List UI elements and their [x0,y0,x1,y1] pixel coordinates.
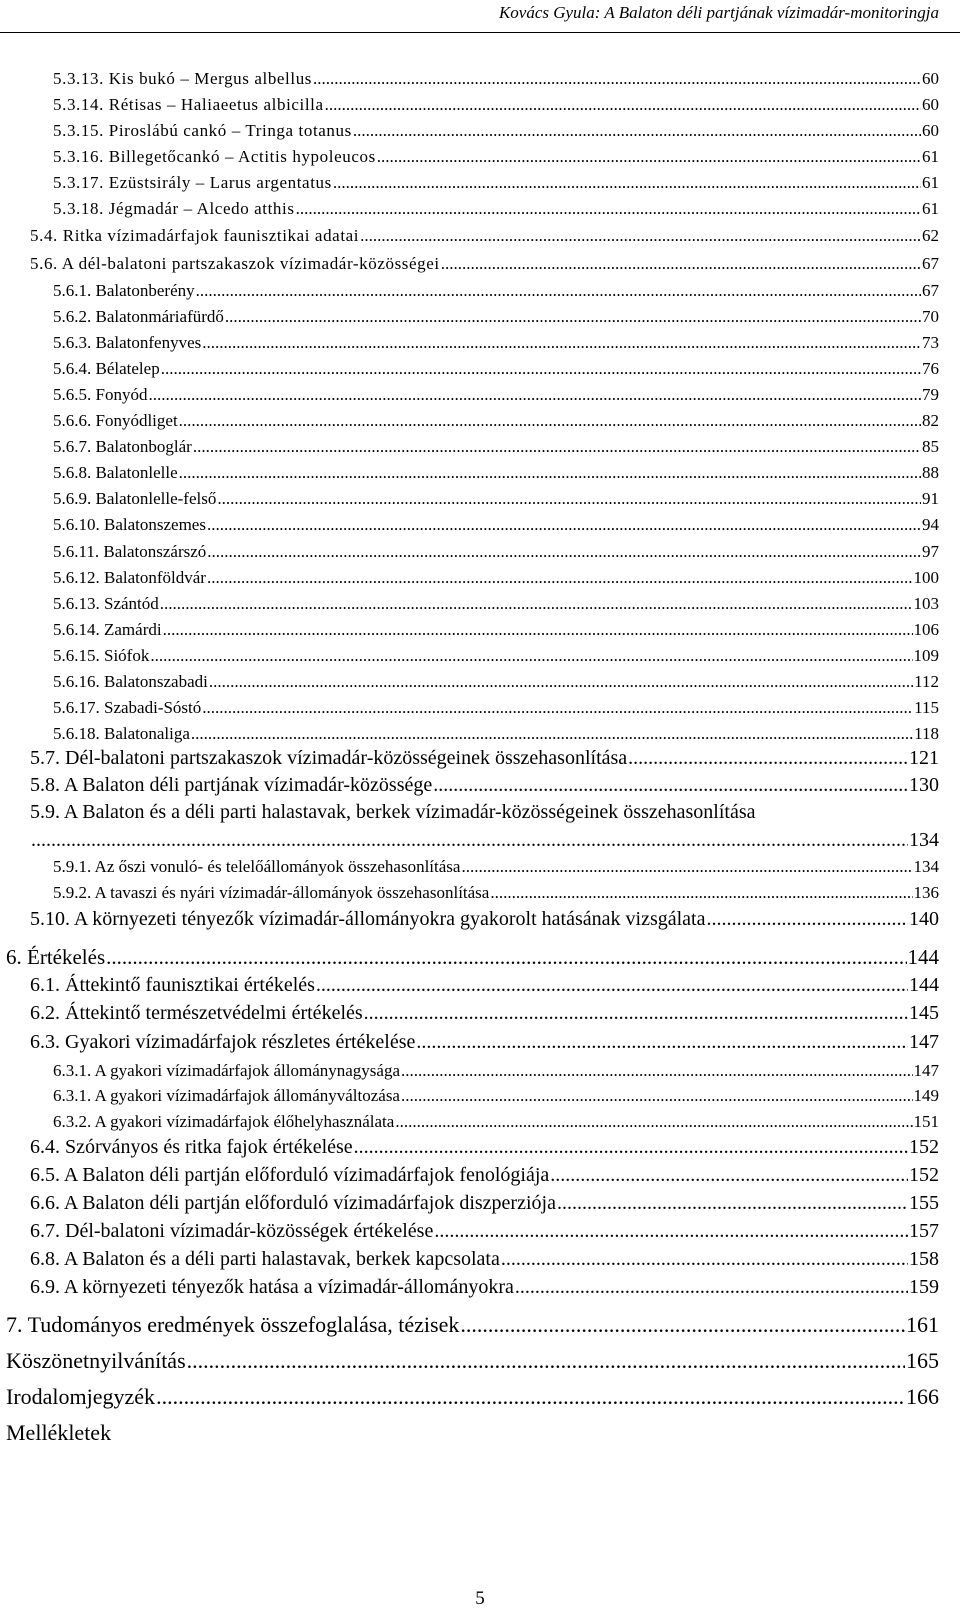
toc-dot-leader [148,385,921,405]
toc-entry-page: 103 [913,594,939,613]
toc-dot-leader [557,1192,908,1215]
toc-entry-page: 70 [922,307,939,326]
toc-entry-title: 5.6.7. Balatonboglár [53,437,192,456]
toc-entry-title: 6.8. A Balaton és a déli parti halastavak, berkek kapcsolata [30,1248,500,1270]
toc-entry[interactable] [53,568,939,588]
toc-entry[interactable] [30,254,939,274]
toc-entry[interactable] [53,1112,939,1132]
toc-entry-page: 106 [913,620,939,639]
toc-entry[interactable] [53,1086,939,1106]
toc-entry[interactable] [30,226,939,246]
toc-dot-leader [187,1348,905,1373]
toc-entry-page: 62 [922,226,939,245]
toc-dot-leader [434,1220,908,1243]
toc-entry[interactable] [53,95,939,115]
toc-entry-page: 134 [913,857,939,876]
toc-entry-title: 5.9.2. A tavaszi és nyári vízimadár-állományok összehasonlítása [53,883,490,902]
toc-entry-title: 5.6.1. Balatonberény [53,281,195,300]
toc-entry[interactable] [30,1031,939,1054]
toc-dot-leader [209,672,913,692]
toc-entry-page: 140 [909,908,939,930]
toc-entry-page: 118 [914,724,939,743]
toc-entry-page: 94 [922,515,939,534]
toc-entry[interactable] [53,333,939,353]
toc-entry[interactable] [53,594,939,614]
toc-entry-page: 60 [922,69,939,88]
toc-entry[interactable] [6,1348,939,1373]
toc-entry-page: 79 [922,385,939,404]
toc-entry-title: 5.6. A dél-balatoni partszakaszok vízimadár-közösségei [30,254,440,273]
toc-dot-leader [179,463,921,483]
toc-entry[interactable]: Mellékletek [6,1420,112,1445]
toc-dot-leader [316,974,908,997]
toc-entry-title: 6.2. Áttekintő természetvédelmi értékelés [30,1002,363,1024]
toc-dot-leader [364,1002,908,1025]
toc-entry[interactable]: 5.9. A Balaton és a déli parti halastavak, berkek vízimadár-közösségeinek összehasonlítása [30,801,756,823]
toc-entry[interactable] [30,1248,939,1271]
toc-entry-page: 144 [907,945,939,969]
toc-entry-title: 5.6.18. Balatonaliga [53,724,190,743]
toc-entry-title: 5.6.10. Balatonszemes [53,515,206,534]
toc-entry-title: 5.10. A környezeti tényezők vízimadár-állományokra gyakorolt hatásának vizsgálata [30,908,706,930]
toc-dot-leader [31,829,908,852]
toc-entry-title: 5.7. Dél-balatoni partszakaszok vízimadár-közösségeinek összehasonlítása [30,747,628,769]
toc-entry-title: 5.4. Ritka vízimadárfajok faunisztikai adatai [30,226,360,245]
toc-entry-title: 5.6.11. Balatonszárszó [53,542,207,561]
toc-entry-title: 6. Értékelés [6,945,106,969]
running-header: Kovács Gyula: A Balaton déli partjának vízimadár-monitoringja [498,3,939,22]
toc-dot-leader [106,945,906,969]
toc-entry-title: 6.3.2. A gyakori vízimadárfajok élőhelyhasználata [53,1112,395,1131]
toc-dot-leader [207,515,921,535]
toc-entry-page: 67 [922,281,939,300]
toc-dot-leader [179,411,921,431]
toc-dot-leader [401,1061,913,1081]
toc-entry-title: 5.6.14. Zamárdi [53,620,162,639]
toc-entry-page: 76 [922,359,939,378]
toc-entry-title: 5.6.5. Fonyód [53,385,148,404]
toc-entry-page: 61 [922,147,939,166]
toc-entry-page: 85 [922,437,939,456]
toc-dot-leader [191,724,913,744]
toc-entry[interactable] [30,829,939,852]
toc-entry-page: 166 [906,1384,939,1409]
toc-entry[interactable] [6,945,939,969]
toc-entry-title: 6.3.1. A gyakori vízimadárfajok állományváltozása [53,1086,400,1105]
toc-entry[interactable] [30,1002,939,1025]
toc-entry-page: 147 [909,1031,939,1053]
toc-entry[interactable] [30,908,939,931]
toc-entry[interactable] [53,724,939,744]
toc-entry-title: 5.3.14. Rétisas – Haliaeetus albicilla [53,95,324,114]
toc-entry[interactable] [53,69,939,89]
toc-entry[interactable] [53,620,939,640]
toc-dot-leader [461,857,912,877]
toc-dot-leader [163,620,913,640]
toc-entry-page: 73 [922,333,939,352]
toc-entry-title: 5.6.4. Bélatelep [53,359,160,378]
toc-dot-leader [207,568,913,588]
toc-dot-leader [706,908,908,931]
toc-dot-leader [150,646,912,666]
toc-entry-page: 152 [909,1136,939,1158]
toc-entry-title: 5.6.17. Szabadi-Sóstó [53,698,202,717]
toc-entry-page: 88 [922,463,939,482]
toc-entry[interactable] [53,199,939,219]
toc-entry[interactable] [53,515,939,535]
page-number: 5 [475,1588,485,1609]
toc-dot-leader [416,1031,908,1054]
toc-entry[interactable] [53,542,939,562]
toc-entry-title: 5.3.13. Kis bukó – Mergus albellus [53,69,313,88]
toc-entry-page: 82 [922,411,939,430]
toc-entry-title: 5.6.12. Balatonföldvár [53,568,206,587]
toc-dot-leader [161,359,921,379]
toc-entry-page: 67 [922,254,939,273]
toc-entry-page: 144 [909,974,939,996]
toc-entry[interactable] [53,857,939,877]
toc-dot-leader [515,1276,908,1299]
toc-entry-title: Irodalomjegyzék [6,1384,156,1409]
toc-dot-leader [360,226,921,246]
toc-entry[interactable] [30,747,939,770]
toc-entry[interactable] [53,147,939,167]
toc-entry-page: 112 [914,672,939,691]
toc-entry[interactable] [53,307,939,327]
toc-entry-page: 161 [906,1312,939,1337]
toc-dot-leader [217,489,921,509]
toc-dot-leader [207,542,921,562]
toc-entry[interactable] [53,883,939,903]
toc-entry[interactable] [30,1136,939,1159]
toc-entry-title: 6.4. Szórványos és ritka fajok értékelése [30,1136,353,1158]
toc-entry[interactable] [53,437,939,457]
toc-entry[interactable] [53,281,939,301]
toc-dot-leader [490,883,912,903]
toc-entry[interactable] [53,672,939,692]
toc-dot-leader [353,121,921,141]
toc-dot-leader [441,254,921,274]
toc-entry[interactable] [30,1192,939,1215]
toc-entry-page: 97 [922,542,939,561]
toc-entry-title: 6.9. A környezeti tényezők hatása a vízimadár-állományokra [30,1276,514,1298]
toc-dot-leader [460,1312,905,1337]
toc-entry-page: 158 [909,1248,939,1270]
toc-entry-title: 6.7. Dél-balatoni vízimadár-közösségek értékelése [30,1220,434,1242]
toc-entry-title: 5.3.16. Billegetőcankó – Actitis hypoleucos [53,147,376,166]
toc-entry[interactable] [53,359,939,379]
toc-entry-page: 60 [922,121,939,140]
toc-entry[interactable] [53,121,939,141]
toc-dot-leader [354,1136,908,1159]
toc-entry[interactable] [6,1312,939,1337]
toc-entry-page: 115 [914,698,939,717]
toc-dot-leader [395,1112,912,1132]
toc-dot-leader [377,147,921,167]
toc-dot-leader [433,774,908,797]
toc-entry-title: 5.6.16. Balatonszabadi [53,672,208,691]
toc-entry-page: 155 [909,1192,939,1214]
toc-dot-leader [501,1248,908,1271]
toc-dot-leader [313,69,921,89]
toc-entry[interactable] [53,489,939,509]
toc-entry[interactable] [30,1164,939,1187]
toc-entry-title: 5.6.9. Balatonlelle-felső [53,489,217,508]
toc-dot-leader [296,199,921,219]
toc-entry-page: 134 [909,829,939,851]
toc-entry-page: 109 [913,646,939,665]
toc-entry-title: 5.6.15. Siófok [53,646,150,665]
toc-entry-title: 5.8. A Balaton déli partjának vízimadár-közössége [30,774,433,796]
toc-entry-title: 5.6.13. Szántód [53,594,159,613]
toc-entry-title: 6.3. Gyakori vízimadárfajok részletes értékelése [30,1031,416,1053]
toc-entry-title: 5.9.1. Az őszi vonuló- és telelőállományok összehasonlítása [53,857,461,876]
toc-dot-leader [156,1384,905,1409]
toc-entry-title: 6.3.1. A gyakori vízimadárfajok állománynagysága [53,1061,400,1080]
toc-dot-leader [225,307,921,327]
toc-entry-page: 61 [922,199,939,218]
toc-entry-page: 165 [906,1348,939,1373]
toc-entry-title: 6.6. A Balaton déli partján előforduló vízimadárfajok diszperziója [30,1192,556,1214]
toc-entry-title: 5.6.2. Balatonmáriafürdő [53,307,224,326]
toc-entry[interactable] [30,774,939,797]
toc-entry-title: 5.6.8. Balatonlelle [53,463,178,482]
toc-entry-title: 7. Tudományos eredmények összefoglalása, tézisek [6,1312,460,1337]
toc-entry-page: 130 [909,774,939,796]
toc-entry[interactable] [53,698,939,718]
toc-entry[interactable] [53,646,939,666]
toc-entry-title: 5.3.18. Jégmadár – Alcedo atthis [53,199,295,218]
toc-entry-page: 136 [913,883,939,902]
toc-entry[interactable] [53,385,939,405]
toc-dot-leader [196,281,921,301]
toc-entry[interactable] [30,1276,939,1299]
toc-entry-page: 159 [909,1276,939,1298]
toc-dot-leader [202,698,913,718]
toc-entry-page: 100 [913,568,939,587]
toc-entry-page: 147 [913,1061,939,1080]
toc-entry-page: 152 [909,1164,939,1186]
toc-entry-page: 145 [909,1002,939,1024]
toc-entry[interactable] [30,974,939,997]
toc-entry-page: 60 [922,95,939,114]
toc-entry-page: 121 [909,747,939,769]
toc-entry-page: 91 [922,489,939,508]
toc-entry-page: 151 [913,1112,939,1131]
toc-dot-leader [193,437,921,457]
toc-entry-title: 5.6.6. Fonyódliget [53,411,178,430]
toc-entry-title: 5.3.15. Piroslábú cankó – Tringa totanus [53,121,352,140]
toc-entry-page: 157 [909,1220,939,1242]
toc-entry[interactable] [53,411,939,431]
toc-dot-leader [628,747,908,770]
toc-entry[interactable] [53,1061,939,1081]
toc-dot-leader [202,333,921,353]
toc-entry-title: Köszönetnyilvánítás [6,1348,186,1373]
toc-entry-title: 5.3.17. Ezüstsirály – Larus argentatus [53,173,332,192]
toc-entry-title: 5.6.3. Balatonfenyves [53,333,202,352]
toc-entry-title: 6.1. Áttekintő faunisztikai értékelés [30,974,315,996]
toc-dot-leader [550,1164,908,1187]
toc-entry-page: 61 [922,173,939,192]
toc-entry[interactable] [6,1384,939,1409]
toc-entry[interactable] [53,463,939,483]
toc-dot-leader [401,1086,913,1106]
toc-entry[interactable] [30,1220,939,1243]
toc-entry[interactable] [53,173,939,193]
toc-dot-leader [333,173,921,193]
toc-dot-leader [160,594,913,614]
toc-dot-leader [325,95,921,115]
toc-entry-title: 6.5. A Balaton déli partján előforduló vízimadárfajok fenológiája [30,1164,550,1186]
toc-entry-page: 149 [913,1086,939,1105]
